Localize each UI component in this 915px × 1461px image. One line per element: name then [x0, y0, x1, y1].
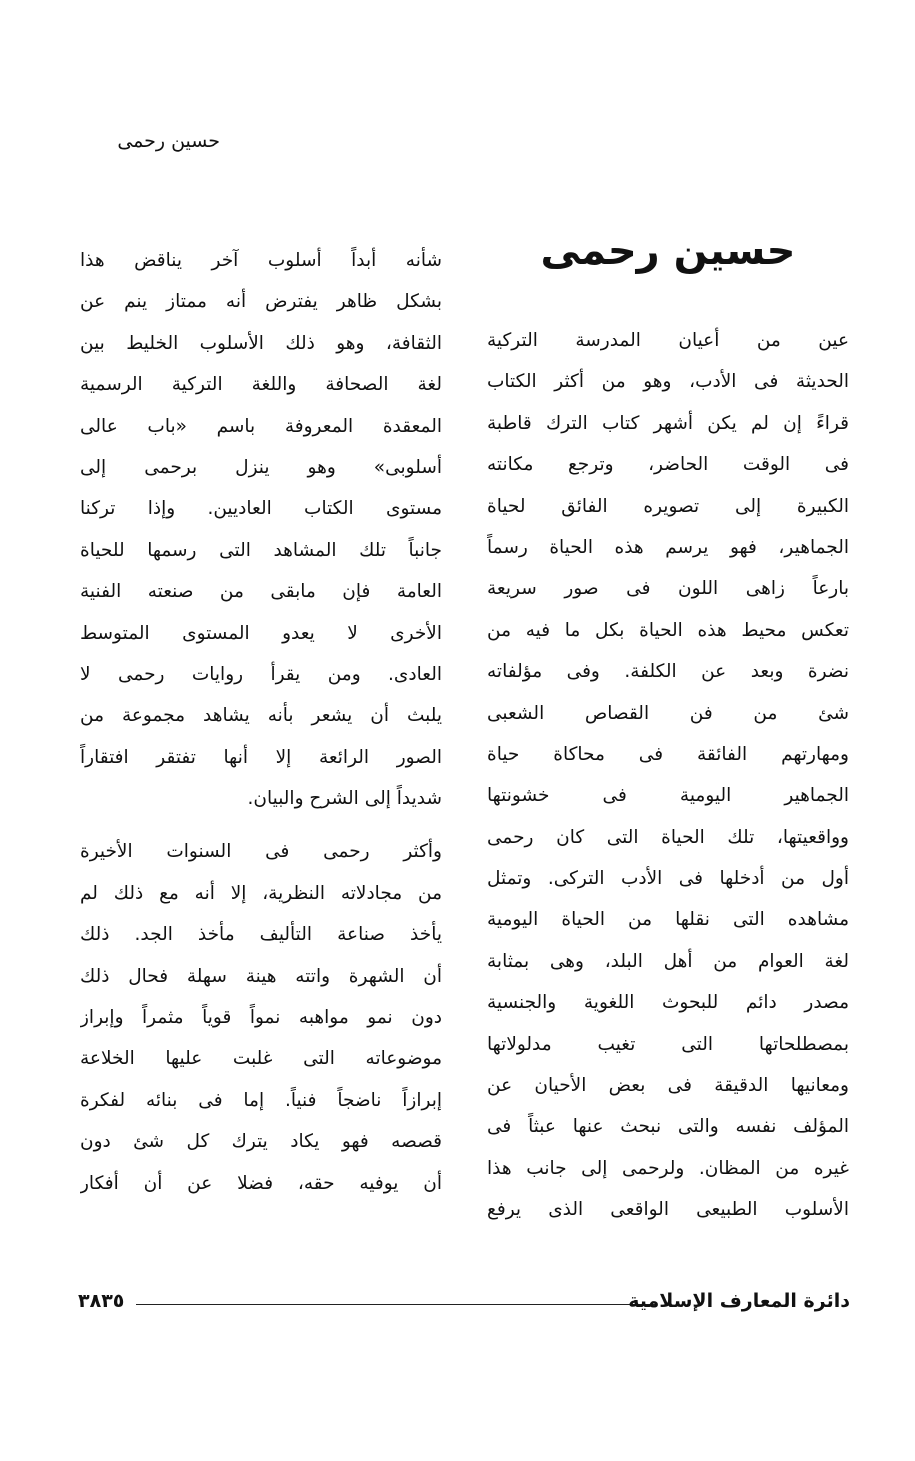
text-line: دون نمو مواهبه نمواً قوياً مثمراً وإبراز [80, 1007, 442, 1029]
text-line: المؤلف نفسه والتى نبحث عنها عبثاً فى [487, 1116, 849, 1138]
text-line: بارعاً زاهى اللون فى صور سريعة [487, 578, 849, 600]
text-line: فى الوقت الحاضر، وترجع مكانته [487, 454, 849, 476]
article-title: حسين رحمى [540, 228, 796, 274]
text-line: ومعانيها الدقيقة فى بعض الأحيان عن [487, 1075, 849, 1097]
text-line: الأسلوب الطبيعى الواقعى الذى يرفع [487, 1199, 849, 1221]
text-line: جانباً تلك المشاهد التى رسمها للحياة [80, 539, 442, 561]
footer-rule [136, 1304, 655, 1305]
text-line: نضرة وبعد عن الكلفة. وفى مؤلفاته [487, 661, 849, 683]
text-line: شأنه أبداً أسلوب آخر يناقض هذا [80, 250, 442, 271]
text-line: شئ من فن القصاص الشعبى [487, 702, 849, 724]
text-line: العادى. ومن يقرأ روايات رحمى لا [80, 663, 442, 685]
text-line: يأخذ صناعة التأليف مأخذ الجد. ذلك [80, 924, 442, 946]
text-line: غيره من المظان. ولرحمى إلى جانب هذا [487, 1157, 849, 1179]
text-line: المعقدة المعروفة باسم «باب عالى [80, 415, 442, 437]
text-line: الكبيرة إلى تصويره الفائق لحياة [487, 495, 849, 517]
text-line: من مجادلاته النظرية، إلا أنه مع ذلك لم [80, 882, 442, 904]
publication-title: دائرة المعارف الإسلامية [628, 1290, 850, 1312]
text-line: وأكثر رحمى فى السنوات الأخيرة [80, 841, 442, 863]
text-line: لغة الصحافة واللغة التركية الرسمية [80, 374, 442, 396]
text-line: ومهارتهم الفائقة فى محاكاة حياة [487, 743, 849, 765]
text-line: مصدر دائم للبحوث اللغوية والجنسية [487, 992, 849, 1014]
text-line: أسلوبى» وهو ينزل برحمى إلى [80, 456, 442, 478]
text-line: العامة فإن مابقى من صنعته الفنية [80, 581, 442, 603]
text-line: أن الشهرة واتته هينة سهلة فحال ذلك [80, 965, 442, 987]
text-line: مشاهده التى نقلها من الحياة اليومية [487, 909, 849, 931]
text-line: يلبث أن يشعر بأنه يشاهد مجموعة من [80, 705, 442, 727]
text-line: وواقعيتها، تلك الحياة التى كان رحمى [487, 826, 849, 848]
text-line: إبرازاً ناضجاً فنياً. إما فى بنائه لفكرة [80, 1089, 442, 1111]
running-head: حسين رحمى [117, 130, 220, 152]
text-line: عين من أعيان المدرسة التركية [487, 330, 849, 351]
paragraph-gap [80, 819, 442, 831]
text-line: الثقافة، وهو ذلك الأسلوب الخليط بين [80, 332, 442, 354]
text-line: الجماهير اليومية فى خشونتها [487, 785, 849, 807]
left-column [80, 240, 442, 1204]
text-line: مستوى الكتاب العاديين. وإذا تركنا [80, 498, 442, 520]
text-line: الأخرى لا يعدو المستوى المتوسط [80, 622, 442, 644]
text-line: الجماهير، فهو يرسم هذه الحياة رسماً [487, 536, 849, 558]
text-line: لغة العوام من أهل البلد، وهى بمثابة [487, 950, 849, 972]
text-line: موضوعاته التى غلبت عليها الخلاعة [80, 1048, 442, 1070]
text-line: بشكل ظاهر يفترض أنه ممتاز ينم عن [80, 291, 442, 313]
page-footer [78, 1290, 850, 1320]
text-line: أول من أدخلها فى الأدب التركى. وتمثل [487, 868, 849, 890]
text-line: بمصطلحاتها التى تغيب مدلولاتها [487, 1033, 849, 1055]
text-line: قصصه فهو يكاد يترك كل شئ دون [80, 1131, 442, 1153]
text-line: شديداً إلى الشرح والبيان. [247, 788, 442, 810]
page-number: ٣٨٣٥ [78, 1290, 125, 1312]
text-line: الحديثة فى الأدب، وهو من أكثر الكتاب [487, 371, 849, 393]
text-line: الصور الرائعة إلا أنها تفتقر افتقاراً [80, 746, 442, 768]
text-line: أن يوفيه حقه، فضلا عن أن أفكار [80, 1172, 442, 1194]
text-line: تعكس محيط هذه الحياة بكل ما فيه من [487, 619, 849, 641]
right-column [487, 320, 849, 1231]
text-line: قراءً إن لم يكن أشهر كتاب الترك قاطبة [487, 412, 849, 434]
